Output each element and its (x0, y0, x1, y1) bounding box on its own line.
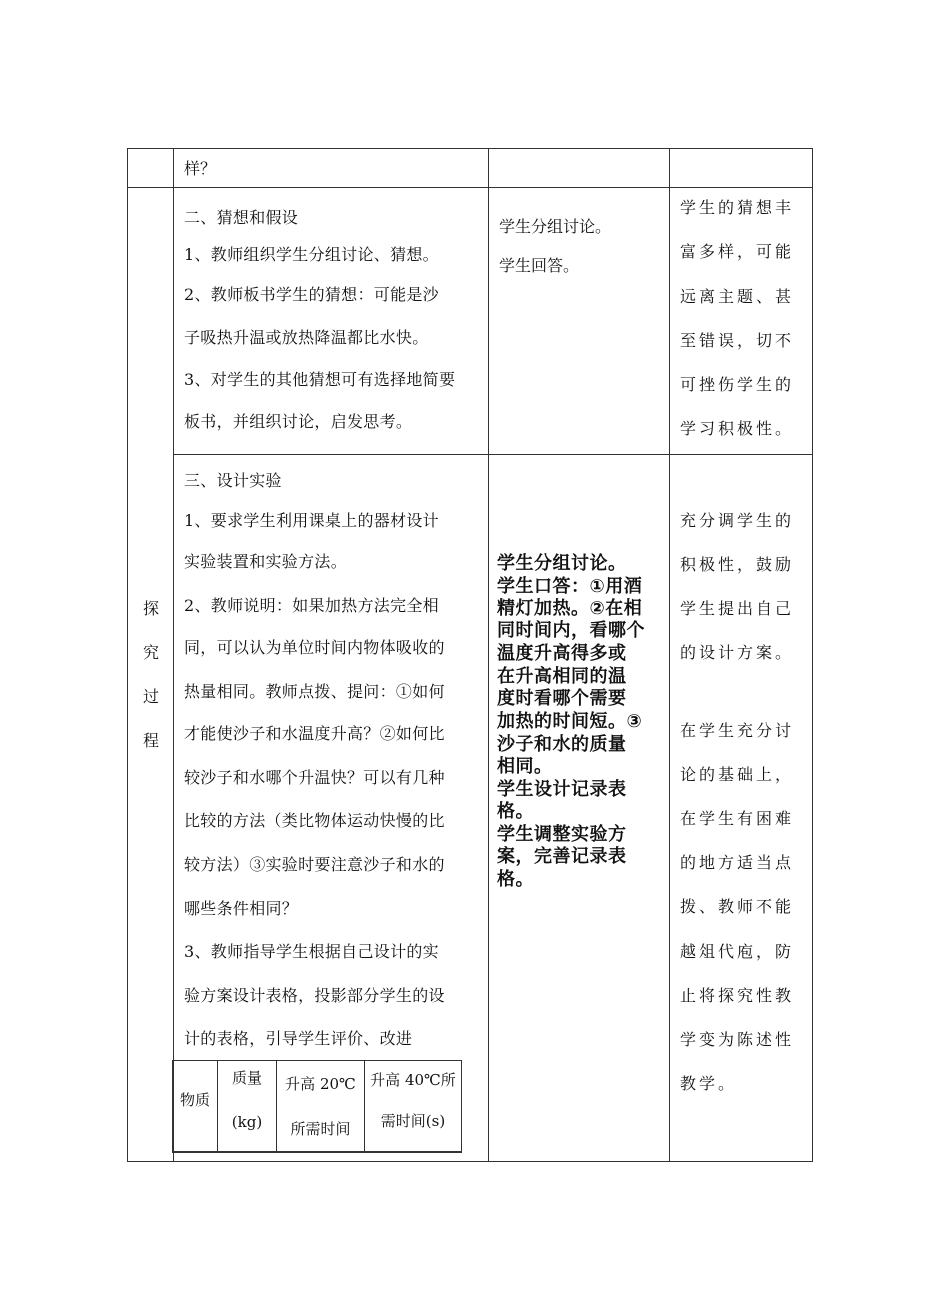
design-line: 哪些条件相同？ (184, 899, 299, 918)
header-substance: 物质 (179, 1091, 210, 1109)
design-note-line: 学生提出自己 (680, 599, 795, 618)
design-heading: 三、设计实验 (184, 471, 282, 490)
hypothesis-line: 子吸热升温或放热降温都比水快。 (184, 328, 429, 347)
design-student-line: 在升高相同的温 (497, 666, 627, 687)
table-border-right (812, 148, 813, 1162)
design-note-line: 止将探究性教 (680, 986, 795, 1005)
hypothesis-line: 1、教师组织学生分组讨论、猜想。 (184, 245, 439, 264)
record-table-bottom-border (172, 1151, 462, 1153)
design-note-line: 教学。 (680, 1074, 738, 1093)
hypothesis-student-line: 学生分组讨论。 (499, 217, 612, 236)
design-line: 较方法）③实验时要注意沙子和水的 (184, 855, 445, 874)
design-note-line: 在学生充分讨 (680, 721, 795, 740)
design-note-line: 充分调学生的 (680, 511, 795, 530)
design-note-line: 的地方适当点 (680, 853, 795, 872)
side-label-char: 探 (142, 599, 159, 618)
side-label-char: 过 (142, 687, 159, 706)
design-line: 同，可以认为单位时间内物体吸收的 (184, 638, 445, 657)
design-line: 热量相同。教师点拨、提问：①如何 (184, 682, 445, 701)
design-student-line: 度时看哪个需要 (497, 688, 627, 709)
design-student-line: 学生口答：①用酒 (497, 576, 643, 597)
hypothesis-note-line: 富多样，可能 (680, 242, 795, 261)
header-time-20: 升高 20℃ (285, 1075, 356, 1093)
hypothesis-note-line: 可挫伤学生的 (680, 375, 795, 394)
design-student-line: 格。 (497, 801, 534, 822)
design-note-line: 的设计方案。 (680, 643, 795, 662)
col-divider-1 (173, 148, 174, 1162)
design-note-line: 论的基础上， (680, 765, 795, 784)
design-student-line: 温度升高得多或 (497, 643, 627, 664)
design-student-line: 学生调整实验方 (497, 824, 627, 845)
design-student-line: 精灯加热。②在相 (497, 598, 643, 619)
hypothesis-note-line: 远离主题、甚 (680, 287, 795, 306)
design-student-line: 学生分组讨论。 (497, 553, 627, 574)
design-note-line: 在学生有困难 (680, 809, 795, 828)
hypothesis-line: 2、教师板书学生的猜想：可能是沙 (184, 285, 439, 304)
design-line: 2、教师说明：如果加热方法完全相 (184, 596, 439, 615)
header-time-40: 升高 40℃所 (370, 1071, 456, 1089)
design-note-line: 越俎代庖，防 (680, 942, 795, 961)
side-label-char: 程 (142, 731, 159, 750)
header-mass: 质量 (231, 1069, 262, 1087)
design-student-line: 案，完善记录表 (497, 846, 627, 867)
row-divider-1 (127, 187, 813, 188)
table-border-top (127, 148, 813, 149)
side-label-char: 究 (142, 643, 159, 662)
design-note-line: 学变为陈述性 (680, 1030, 795, 1049)
col-divider-3 (669, 148, 670, 1162)
hypothesis-line: 3、对学生的其他猜想可有选择地简要 (184, 370, 456, 389)
design-line: 较沙子和水哪个升温快？可以有几种 (184, 768, 445, 787)
design-note-line: 拨、教师不能 (680, 897, 795, 916)
row-divider-2 (173, 454, 813, 455)
record-table-right-border (461, 1060, 462, 1153)
design-student-line: 格。 (497, 869, 534, 890)
hypothesis-student-line: 学生回答。 (499, 256, 580, 275)
design-student-line: 同时间内，看哪个 (497, 620, 645, 641)
design-student-line: 相同。 (497, 756, 553, 777)
design-line: 才能使沙子和水温度升高？②如何比 (184, 724, 445, 743)
design-note-line: 积极性，鼓励 (680, 555, 795, 574)
col-divider-2 (488, 148, 489, 1162)
design-line: 实验装置和实验方法。 (184, 552, 348, 571)
design-student-line: 学生设计记录表 (497, 779, 627, 800)
hypothesis-line: 板书，并组织讨论，启发思考。 (184, 412, 413, 431)
table-border-bottom (127, 1161, 813, 1162)
header-mass-unit: (kg) (231, 1113, 263, 1131)
hypothesis-note-line: 学习积极性。 (680, 419, 795, 438)
header-time-20-sub: 所需时间 (290, 1120, 351, 1138)
hypothesis-note-line: 至错误，切不 (680, 331, 795, 350)
design-line: 计的表格，引导学生评价、改进 (184, 1029, 413, 1048)
design-line: 比较的方法（类比物体运动快慢的比 (184, 811, 445, 830)
row-top-text: 样？ (184, 159, 217, 178)
design-student-line: 沙子和水的质量 (497, 734, 627, 755)
hypothesis-note-line: 学生的猜想丰 (680, 198, 795, 217)
design-student-line: 加热的时间短。③ (497, 711, 643, 732)
design-line: 1、要求学生利用课桌上的器材设计 (184, 511, 439, 530)
design-line: 3、教师指导学生根据自己设计的实 (184, 942, 439, 961)
design-line: 验方案设计表格，投影部分学生的设 (184, 986, 445, 1005)
table-border-left (127, 148, 128, 1162)
hypothesis-heading: 二、猜想和假设 (184, 208, 299, 227)
header-time-40-sub: 需时间(s) (380, 1112, 446, 1130)
